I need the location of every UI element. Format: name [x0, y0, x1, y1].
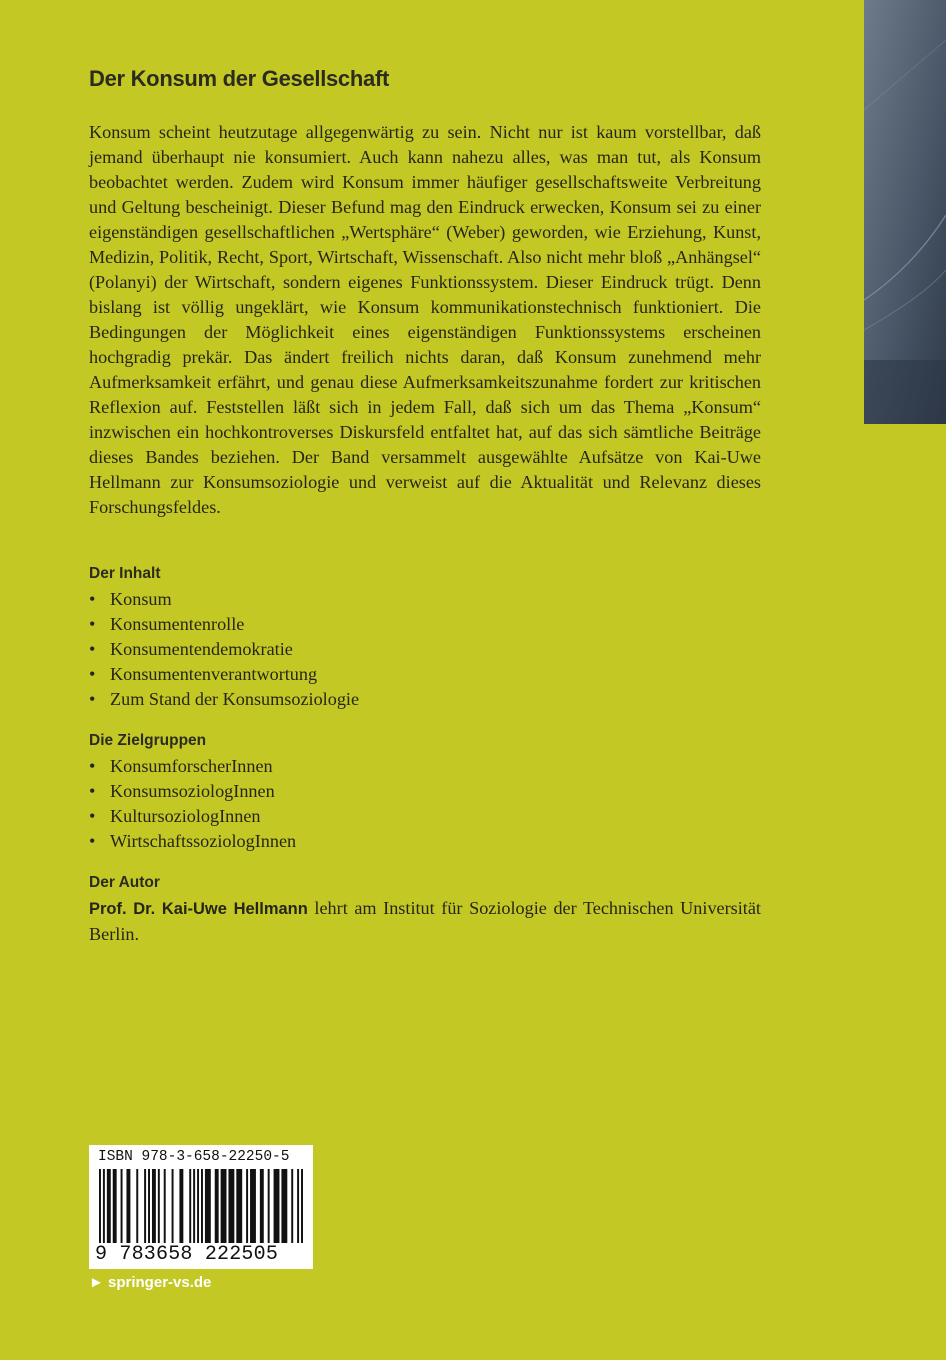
audience-heading: Die Zielgruppen	[89, 732, 207, 749]
barcode-bar	[148, 1169, 150, 1243]
author-bio	[89, 896, 761, 947]
description-paragraph: Konsum scheint heutzutage allgegenwärtig zu sein. Nicht nur ist kaum vorstellbar, daß jemand überhaupt nie konsumiert. Auch kann nahezu alles, was man tut, als Konsum beobachtet werden. Zudem wird Konsum immer häufiger gesellschaftsweite Verbreitung und Geltung bescheinigt. Dieser Befund mag den Eindruck erwecken, Konsum sei zu einer eigenständigen gesellschaftlichen „Wertsphäre“ (Weber) geworden, wie Erziehung, Kunst, Medizin, Politik, Recht, Sport, Wirtschaft, Wissenschaft. Also nicht mehr bloß „Anhängsel“ (Polanyi) der Wirtschaft, sondern eigenes Funktionssystem. Dieser Eindruck trügt. Denn bislang ist völlig ungeklärt, wie Konsum kommunikationstechnisch funktioniert. Die Bedingungen der Möglichkeit eines eigenständigen Funktionssystems erscheinen hochgradig prekär. Das ändert freilich nichts daran, daß Konsum zunehmend mehr Aufmerksamkeit erfährt, und genau diese Aufmerksamkeitszunahme fordert zur kritischen Reflexion auf. Feststellen läßt sich in jedem Fall, daß sich um das Thema „Konsum“ inzwischen ein hochkontroverses Diskursfeld entfaltet hat, auf das sich sämtliche Beiträge dieses Bandes beziehen. Der Band versammelt ausgewählte Aufsätze von Kai-Uwe Hellmann zur Konsumsoziologie und verweist auf die Aktualität und Relevanz dieses Forschungsfeldes.	[89, 122, 761, 517]
book-description	[89, 120, 761, 520]
barcode-bar	[215, 1169, 219, 1243]
barcode-bar	[107, 1169, 111, 1243]
list-item: • WirtschaftssoziologInnen	[89, 829, 296, 854]
barcode-bar	[205, 1169, 211, 1243]
barcode-bar	[291, 1169, 293, 1243]
barcode-bar	[179, 1169, 183, 1243]
barcode-bar	[99, 1169, 101, 1243]
list-item: • KonsumforscherInnen	[89, 754, 296, 779]
isbn-barcode	[89, 1145, 313, 1269]
barcode-bar	[164, 1169, 166, 1243]
barcode-bar	[260, 1169, 264, 1243]
list-item: • Konsum	[89, 587, 359, 612]
list-item: • Konsumentenrolle	[89, 612, 359, 637]
list-item: • KultursoziologInnen	[89, 804, 296, 829]
barcode-bar	[201, 1169, 203, 1243]
barcode-bar	[103, 1169, 105, 1243]
barcode-digits: 9 783658 222505	[95, 1243, 279, 1266]
barcode-bar	[274, 1169, 280, 1243]
isbn-label: ISBN 978-3-658-22250-5	[98, 1149, 290, 1165]
list-item: • KonsumsoziologInnen	[89, 779, 296, 804]
barcode-bar	[152, 1169, 156, 1243]
barcode-bar	[136, 1169, 138, 1243]
author-name: Prof. Dr. Kai-Uwe Hellmann	[89, 900, 308, 918]
audience-list	[89, 754, 296, 854]
barcode-bar	[301, 1169, 303, 1243]
barcode-bar	[193, 1169, 195, 1243]
barcode-bar	[144, 1169, 146, 1243]
barcode-bar	[221, 1169, 227, 1243]
barcode-bar	[197, 1169, 199, 1243]
barcode-bar	[113, 1169, 117, 1243]
publisher-website-link[interactable]: ► springer-vs.de	[89, 1274, 212, 1291]
list-item: • Zum Stand der Konsumsoziologie	[89, 687, 359, 712]
list-item: • Konsumentendemokratie	[89, 637, 359, 662]
book-title: Der Konsum der Gesellschaft	[89, 66, 389, 91]
barcode-bars	[99, 1169, 303, 1243]
barcode-bar	[236, 1169, 242, 1243]
list-item: • Konsumentenverantwortung	[89, 662, 359, 687]
contents-heading: Der Inhalt	[89, 565, 161, 582]
cover-corner-graphic	[864, 0, 946, 424]
barcode-bar	[268, 1169, 270, 1243]
barcode-bar	[246, 1169, 248, 1243]
barcode-bar	[250, 1169, 256, 1243]
contents-list	[89, 587, 359, 712]
barcode-bar	[121, 1169, 123, 1243]
author-heading: Der Autor	[89, 874, 160, 891]
author-bio-text: lehrt am Institut für Soziologie der Technischen Universität Berlin.	[89, 898, 761, 944]
barcode-bar	[126, 1169, 130, 1243]
barcode-bar	[189, 1169, 191, 1243]
barcode-bar	[228, 1169, 234, 1243]
barcode-bar	[281, 1169, 287, 1243]
barcode-bar	[172, 1169, 174, 1243]
barcode-bar	[158, 1169, 160, 1243]
barcode-bar	[297, 1169, 299, 1243]
